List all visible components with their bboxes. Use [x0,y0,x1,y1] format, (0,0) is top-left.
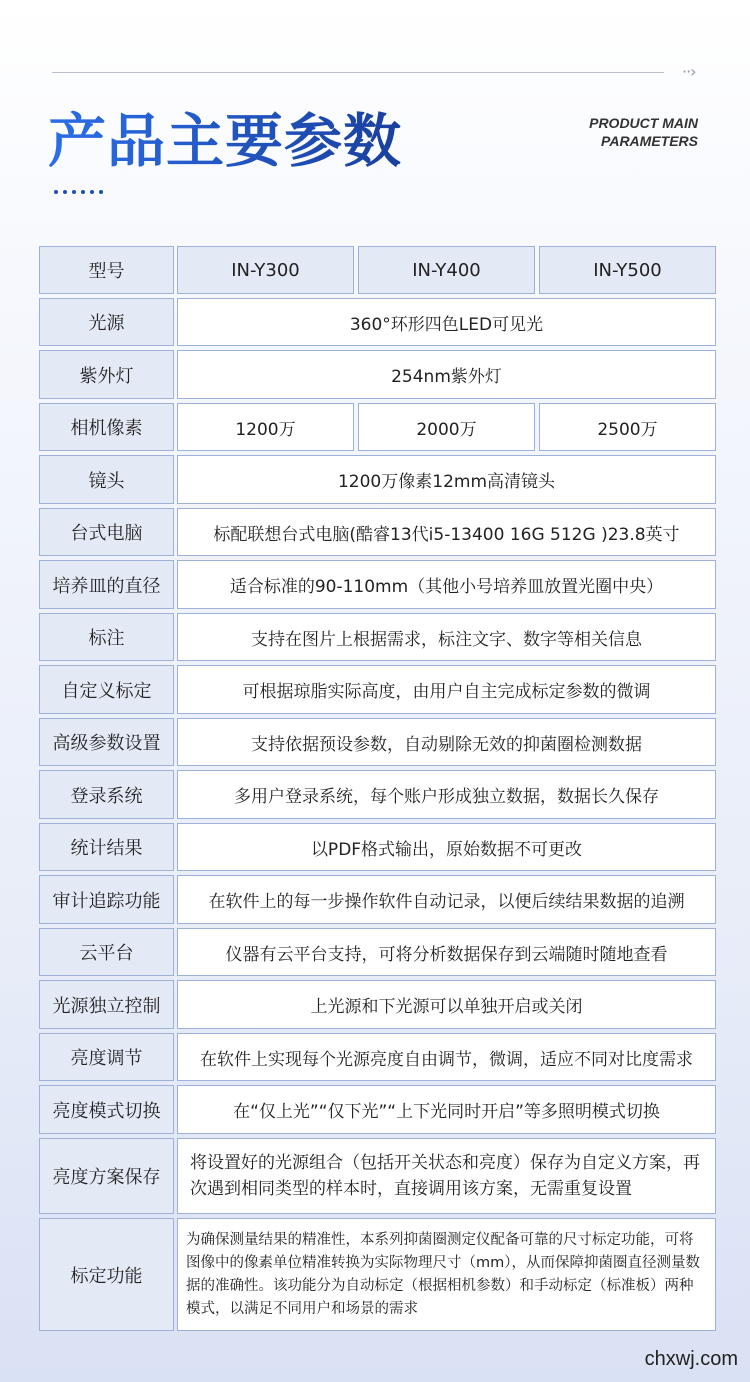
model-name-cell: IN-Y400 [358,246,535,294]
decorative-dots [54,190,103,194]
table-row-brightness-scheme [39,1138,716,1214]
row-label: 亮度方案保存 [39,1138,174,1214]
row-value: 标配联想台式电脑(酷睿13代i5-13400 16G 512G )23.8英寸 [177,508,716,556]
model-name-cell: IN-Y500 [539,246,716,294]
dot-icon [81,190,85,194]
dot-icon [99,190,103,194]
dot-icon [90,190,94,194]
row-value: 在软件上实现每个光源亮度自由调节，微调，适应不同对比度需求 [177,1033,716,1081]
row-value: 以PDF格式输出，原始数据不可更改 [177,823,716,871]
row-label: 亮度模式切换 [39,1085,174,1134]
model-name-cell: IN-Y300 [177,246,354,294]
parameter-table [39,246,716,1335]
row-label: 标注 [39,613,174,661]
table-row-lens [39,455,716,504]
row-label: 自定义标定 [39,665,174,714]
row-label: 台式电脑 [39,508,174,556]
row-label: 高级参数设置 [39,718,174,766]
table-row-brightness-adjust [39,1033,716,1081]
row-value: 可根据琼脂实际高度，由用户自主完成标定参数的微调 [177,665,716,714]
table-row-custom-calibration [39,665,716,714]
dot-icon [54,190,58,194]
row-value: 为确保测量结果的精准性，本系列抑菌圈测定仪配备可靠的尺寸标定功能，可将图像中的像素单位精准转换为实际物理尺寸（mm），从而保障抑菌圈直径测量数据的准确性。该功能分为自动标定（根据相机参数）和手动标定（标准板）两种模式，以满足不同用户和场景的需求 [177,1218,716,1331]
row-label: 紫外灯 [39,350,174,399]
row-label: 培养皿的直径 [39,560,174,609]
table-row-uv-lamp [39,350,716,399]
page-title: 产品主要参数 [48,94,402,178]
table-row-independent-control [39,980,716,1029]
table-row-login-system [39,770,716,819]
row-value: 1200万 [177,403,354,451]
row-value: 仪器有云平台支持，可将分析数据保存到云端随时随地查看 [177,928,716,976]
row-value: 2000万 [358,403,535,451]
table-row-annotation [39,613,716,661]
row-value: 适合标准的90-110mm（其他小号培养皿放置光圈中央） [177,560,716,609]
row-label: 型号 [39,246,174,294]
row-label: 亮度调节 [39,1033,174,1081]
double-chevron-right-icon: ··› [682,62,696,81]
table-row-advanced-settings [39,718,716,766]
row-value: 支持依据预设参数，自动剔除无效的抑菌圈检测数据 [177,718,716,766]
header-divider-line [52,72,664,73]
row-value: 将设置好的光源组合（包括开关状态和亮度）保存为自定义方案，再次遇到相同类型的样本时，直接调用该方案，无需重复设置 [177,1138,716,1214]
table-row-dish-diameter [39,560,716,609]
row-value: 1200万像素12mm高清镜头 [177,455,716,504]
row-value: 多用户登录系统，每个账户形成独立数据，数据长久保存 [177,770,716,819]
row-value: 在“仅上光”“仅下光”“上下光同时开启”等多照明模式切换 [177,1085,716,1134]
row-value: 在软件上的每一步操作软件自动记录，以便后续结果数据的追溯 [177,875,716,924]
row-label: 镜头 [39,455,174,504]
table-row-desktop-pc [39,508,716,556]
page-subtitle [589,114,698,150]
row-value: 支持在图片上根据需求，标注文字、数字等相关信息 [177,613,716,661]
table-row-light-source [39,298,716,346]
row-value: 360°环形四色LED可见光 [177,298,716,346]
table-row-model [39,246,716,294]
row-value: 2500万 [539,403,716,451]
row-value: 上光源和下光源可以单独开启或关闭 [177,980,716,1029]
dot-icon [63,190,67,194]
table-row-statistics [39,823,716,871]
table-row-camera-pixels [39,403,716,451]
row-label: 光源独立控制 [39,980,174,1029]
table-row-calibration [39,1218,716,1331]
subtitle-line-1: PRODUCT MAIN [589,115,698,131]
subtitle-line-2: PARAMETERS [601,133,698,149]
row-label: 登录系统 [39,770,174,819]
row-label: 审计追踪功能 [39,875,174,924]
dot-icon [72,190,76,194]
row-label: 云平台 [39,928,174,976]
row-value: 254nm紫外灯 [177,350,716,399]
table-row-brightness-mode [39,1085,716,1134]
row-label: 标定功能 [39,1218,174,1331]
row-label: 相机像素 [39,403,174,451]
row-label: 统计结果 [39,823,174,871]
table-row-cloud [39,928,716,976]
watermark-text: chxwj.com [644,1348,738,1370]
row-label: 光源 [39,298,174,346]
table-row-audit-trail [39,875,716,924]
